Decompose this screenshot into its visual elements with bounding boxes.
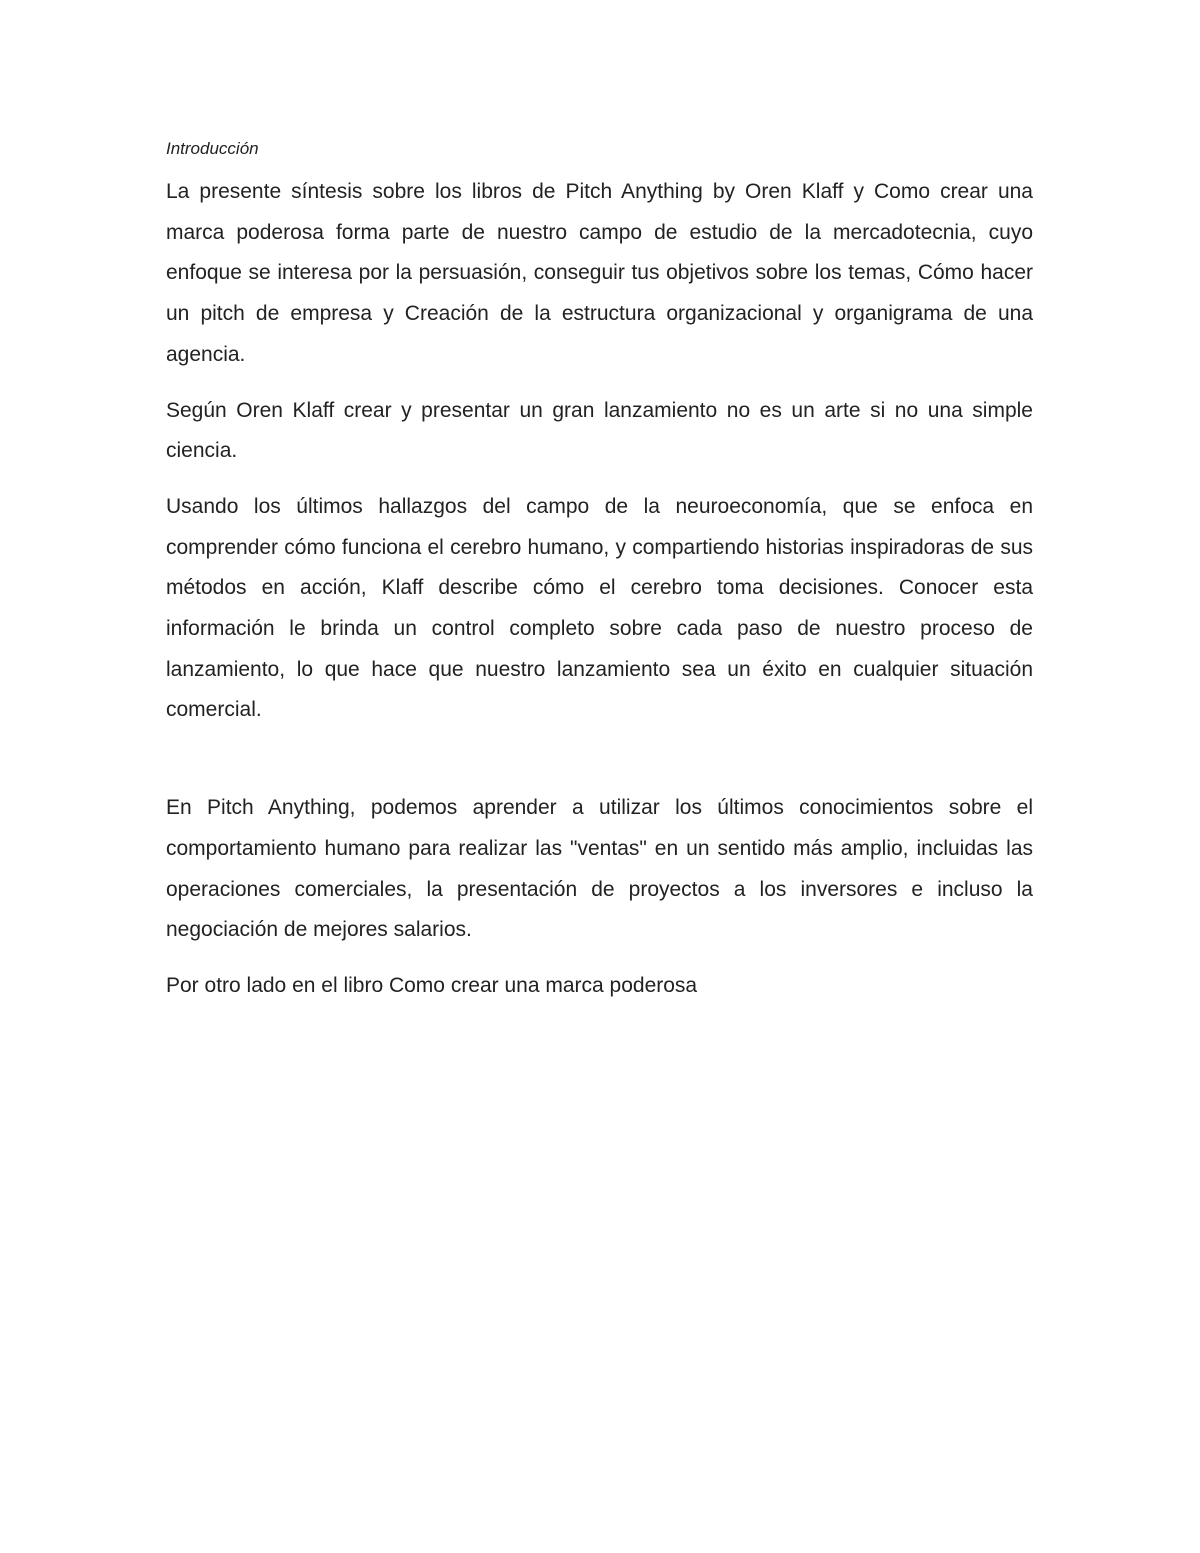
paragraph-neuroeconomia: Usando los últimos hallazgos del campo de la neuroeconomía, que se enfoca en comprender cómo funciona el cerebro humano, y compartiendo historias inspiradoras de sus métodos en acción, Klaff describe cómo el cerebro toma decisiones. Conocer esta información le brinda un control completo sobre cada paso de nuestro proceso de lanzamiento, lo que hace que nuestro lanzamiento sea un éxito en cualquier situación comercial. [166,494,1033,722]
paragraph-intro: La presente síntesis sobre los libros de Pitch Anything by Oren Klaff y Como crear una marca poderosa forma parte de nuestro campo de estudio de la mercadotecnia, cuyo enfoque se interesa por la persuasión, conseguir tus objetivos sobre los temas, Cómo hacer un pitch de empresa y Creación de la estructura organizacional y organigrama de una agencia. [166,180,1033,366]
section-heading: Introducción [166,139,259,158]
paragraph-klaff: Según Oren Klaff crear y presentar un gran lanzamiento no es un arte si no una simple ciencia. [166,398,1033,463]
blank-line [166,746,1033,788]
paragraph-marca-poderosa: Por otro lado en el libro Como crear una marca poderosa [166,973,698,997]
document-body [166,136,1033,1022]
paragraph-pitch-anything: En Pitch Anything, podemos aprender a utilizar los últimos conocimientos sobre el comportamiento humano para realizar las "ventas" en un sentido más amplio, incluidas las operaciones comerciales, la presentación de proyectos a los inversores e incluso la negociación de mejores salarios. [166,796,1033,942]
